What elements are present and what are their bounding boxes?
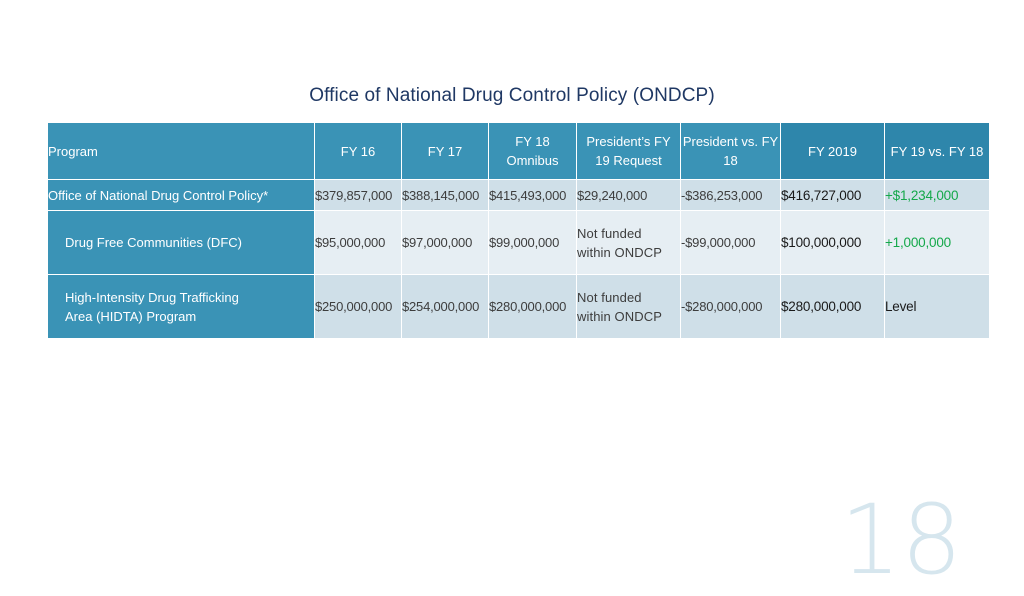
header-fy18-line1: FY 18 — [515, 134, 550, 149]
budget-table — [47, 122, 990, 339]
cell-pres-line2: within ONDCP — [577, 308, 662, 324]
cell-fy19-vs-fy18: +$1,234,000 — [885, 180, 990, 211]
table-row — [48, 211, 990, 275]
cell-president-vs-fy18: -$386,253,000 — [681, 180, 781, 211]
cell-fy16: $379,857,000 — [315, 180, 402, 211]
header-program: Program — [48, 123, 315, 180]
table-row — [48, 275, 990, 339]
table-header-row — [48, 123, 990, 180]
cell-fy16: $250,000,000 — [315, 275, 402, 339]
page-number: 18 — [840, 484, 963, 596]
cell-program-line1: High-Intensity Drug Trafficking — [65, 289, 239, 305]
cell-pres-line1: Not funded — [577, 289, 642, 305]
cell-pres-line1: Not funded — [577, 225, 642, 241]
header-pres-line1: President’s FY — [586, 134, 671, 149]
header-fy18 — [489, 123, 577, 180]
header-fy2019: FY 2019 — [781, 123, 885, 180]
cell-program-line2: Area (HIDTA) Program — [65, 308, 197, 324]
cell-president-request — [577, 211, 681, 275]
header-fy17: FY 17 — [402, 123, 489, 180]
cell-fy17: $97,000,000 — [402, 211, 489, 275]
cell-fy18: $415,493,000 — [489, 180, 577, 211]
cell-fy2019: $100,000,000 — [781, 211, 885, 275]
cell-fy17: $388,145,000 — [402, 180, 489, 211]
cell-pres-line2: within ONDCP — [577, 244, 662, 260]
cell-program: Office of National Drug Control Policy* — [48, 180, 315, 211]
cell-program: Drug Free Communities (DFC) — [48, 211, 315, 275]
cell-program — [48, 275, 315, 339]
header-fy18-line2: Omnibus — [506, 153, 559, 168]
cell-fy19-vs-fy18: +1,000,000 — [885, 211, 990, 275]
cell-president-request — [577, 275, 681, 339]
cell-fy17: $254,000,000 — [402, 275, 489, 339]
cell-president-vs-fy18: -$280,000,000 — [681, 275, 781, 339]
header-pvs-line1: President vs. FY — [682, 134, 779, 149]
header-fy19-vs-fy18: FY 19 vs. FY 18 — [885, 123, 990, 180]
header-fy16: FY 16 — [315, 123, 402, 180]
header-pvs-line2: 18 — [723, 153, 738, 168]
header-president-request — [577, 123, 681, 180]
cell-fy18: $99,000,000 — [489, 211, 577, 275]
table-row — [48, 180, 990, 211]
cell-president-vs-fy18: -$99,000,000 — [681, 211, 781, 275]
slide-title: Office of National Drug Control Policy (ONDCP) — [309, 85, 715, 106]
header-president-vs-fy18 — [681, 123, 781, 180]
cell-fy2019: $416,727,000 — [781, 180, 885, 211]
cell-fy2019: $280,000,000 — [781, 275, 885, 339]
cell-president-request: $29,240,000 — [577, 180, 681, 211]
cell-fy16: $95,000,000 — [315, 211, 402, 275]
cell-fy19-vs-fy18: Level — [885, 275, 990, 339]
cell-fy18: $280,000,000 — [489, 275, 577, 339]
header-pres-line2: 19 Request — [595, 153, 662, 168]
